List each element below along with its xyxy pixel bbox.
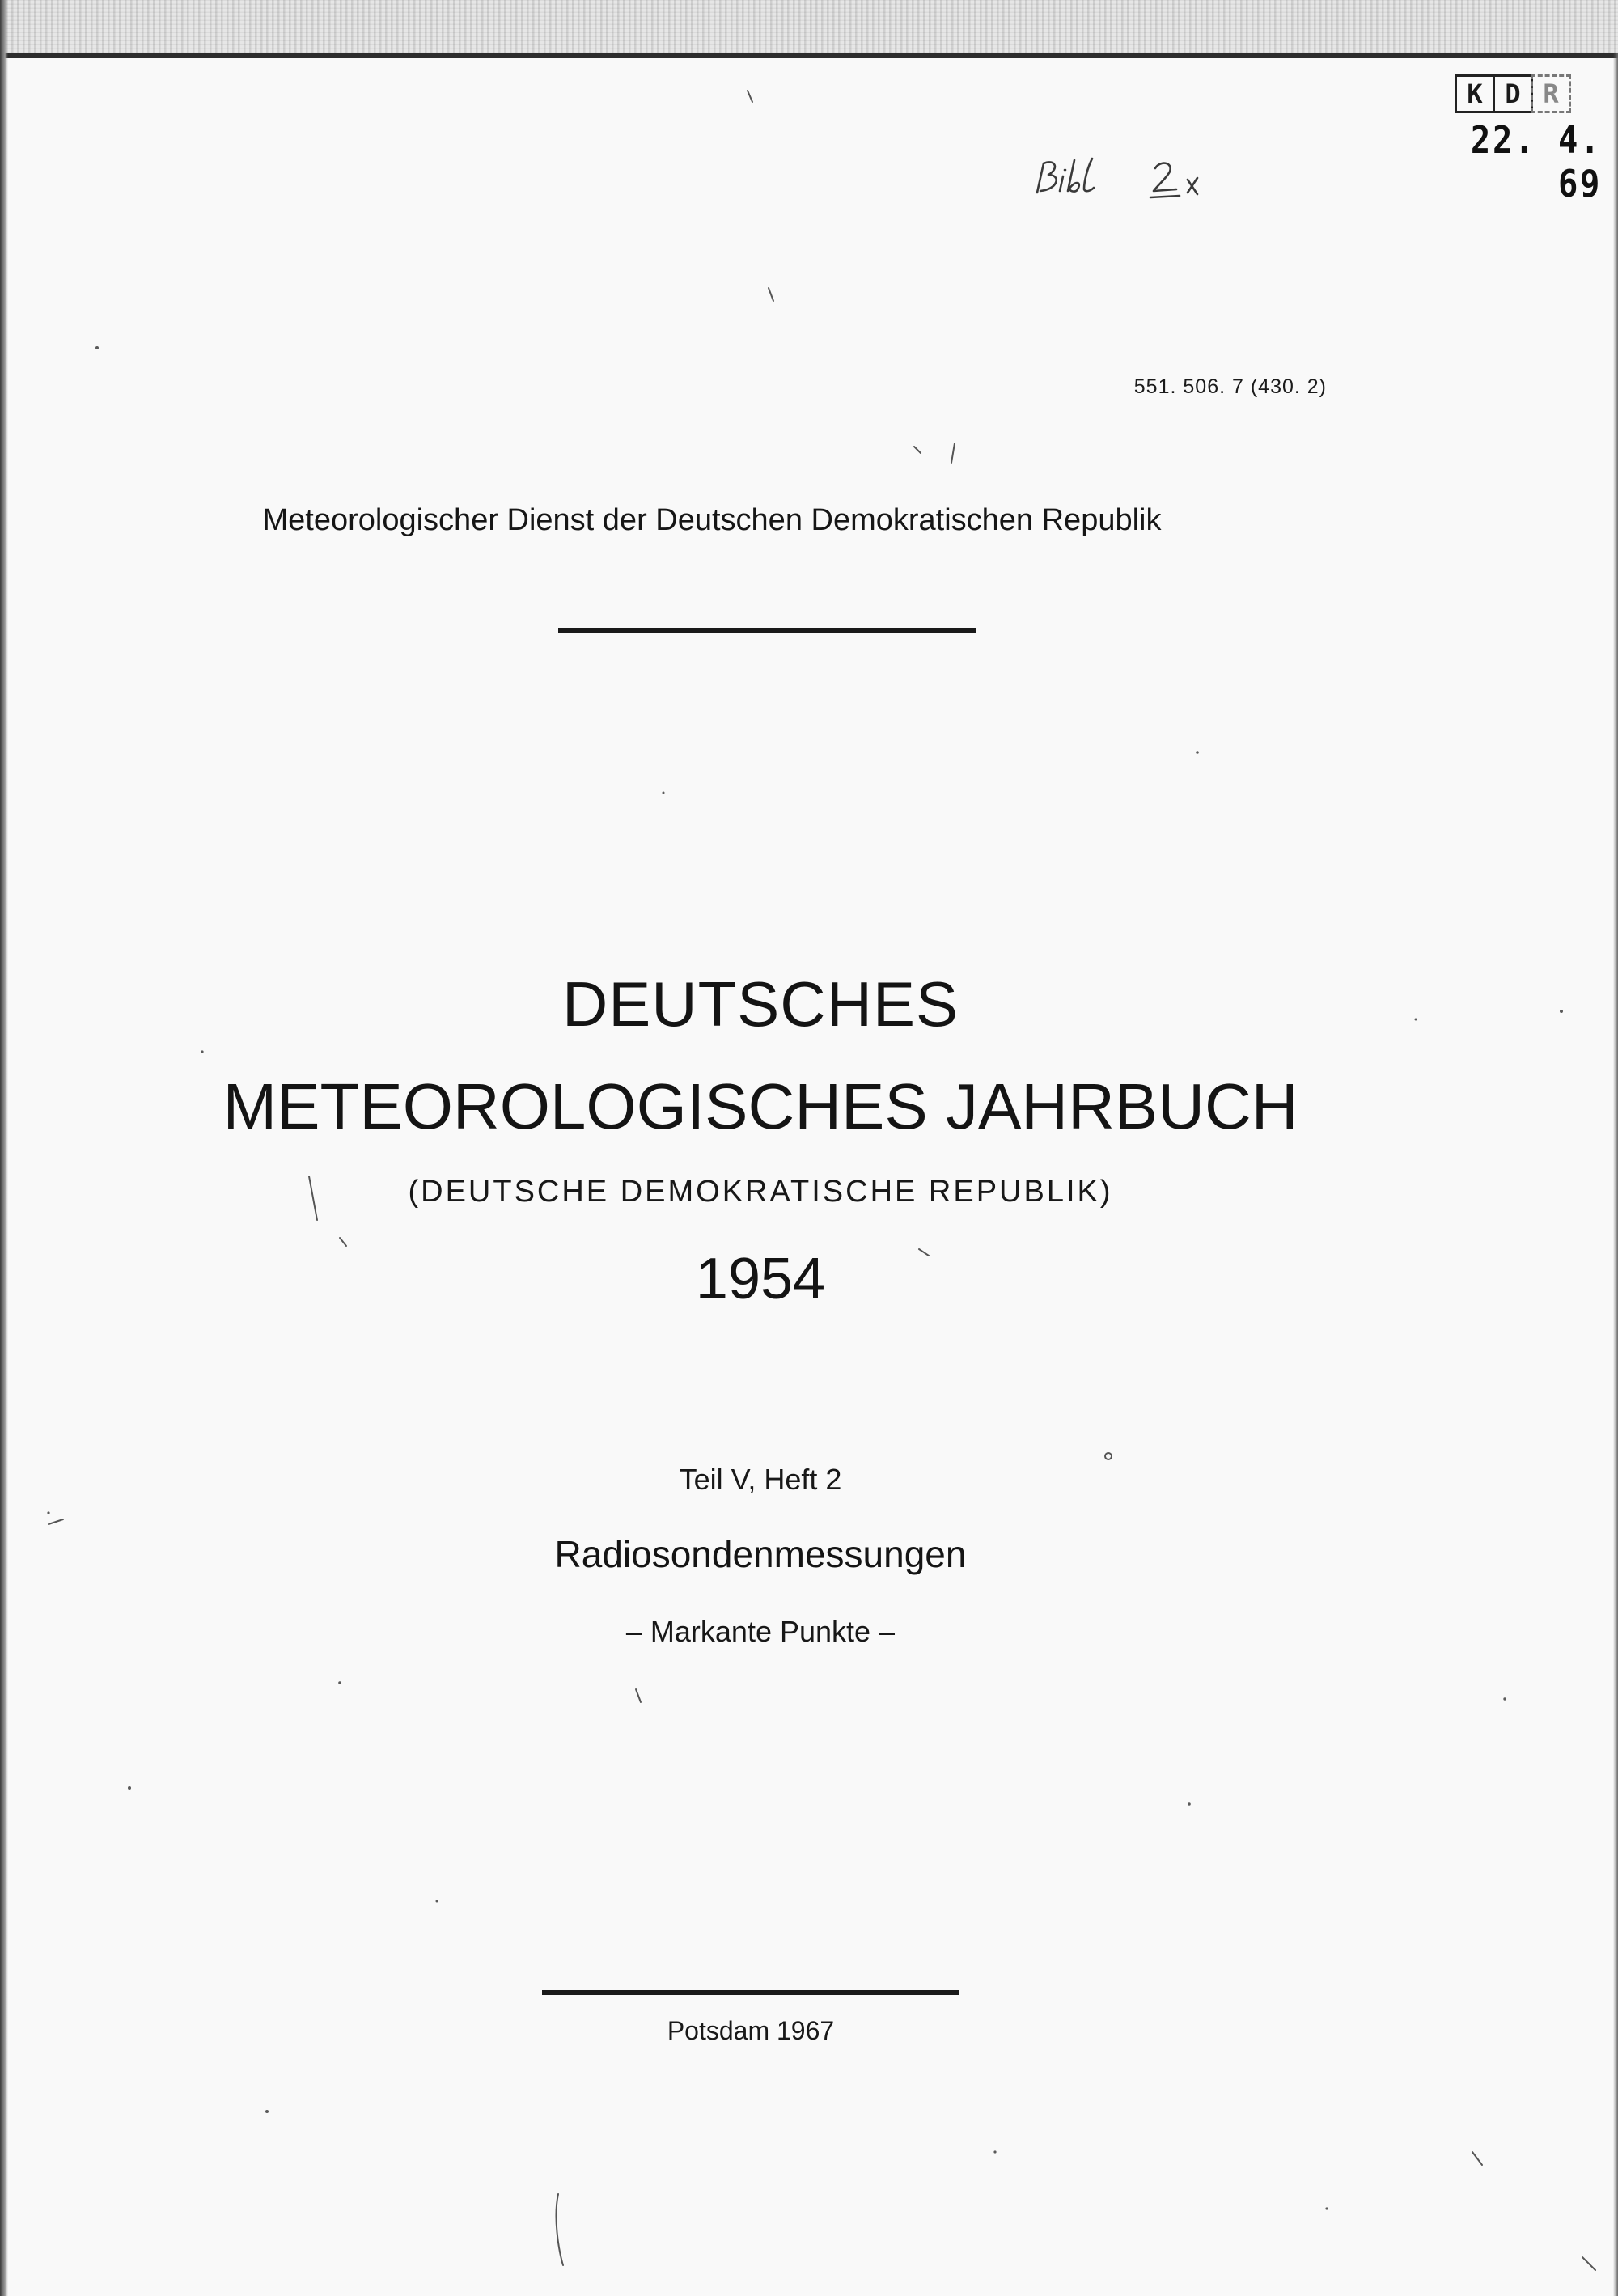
title-subtitle: (DEUTSCHE DEMOKRATISCHE REPUBLIK): [408, 1175, 1113, 1209]
stamp-letter-r: R: [1531, 74, 1571, 113]
stamp-letter-boxes: [1455, 74, 1569, 112]
divider-rule-top: [558, 628, 976, 633]
title-line-2: METEOROLOGISCHES JAHRBUCH: [222, 1070, 1298, 1142]
scan-left-edge: [0, 0, 8, 2296]
publisher-institution: Meteorologischer Dienst der Deutschen Demokratischen Republik: [262, 503, 1162, 537]
library-stamp: [1455, 74, 1602, 205]
stamp-letter-k: K: [1455, 74, 1495, 113]
handwritten-note-drawing: [1026, 152, 1269, 209]
part-issue: Teil V, Heft 2: [679, 1463, 842, 1496]
title-line-1: DEUTSCHES: [561, 968, 959, 1040]
stamp-letter-d: D: [1493, 74, 1533, 113]
scan-top-edge: [0, 0, 1618, 58]
topic-title: Radiosondenmessungen: [554, 1533, 967, 1575]
title-year: 1954: [695, 1247, 826, 1311]
handwritten-note: [1026, 152, 1269, 209]
place-and-date: Potsdam 1967: [667, 2016, 835, 2045]
topic-subtitle: – Markante Punkte –: [625, 1615, 896, 1648]
stamp-date: 22. 4. 69: [1470, 118, 1602, 205]
scan-right-edge: [1613, 53, 1618, 2296]
divider-rule-bottom: [542, 1990, 959, 1995]
classification-number: 551. 506. 7 (430. 2): [1133, 375, 1327, 398]
